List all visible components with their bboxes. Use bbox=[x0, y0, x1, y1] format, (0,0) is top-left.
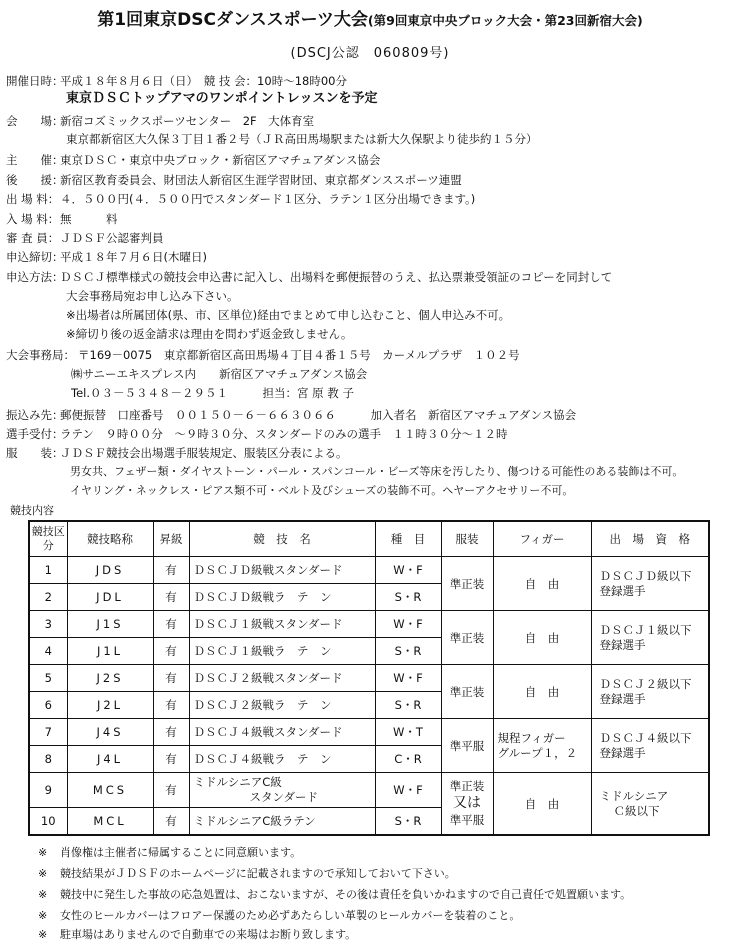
header-qualification: 出 場 資 格 bbox=[591, 521, 709, 557]
apply-note1: ※出場者は所属団体(県、市、区単位)経由でまとめて申し込むこと、個人申込み不可。 bbox=[66, 308, 511, 322]
row-name-line2: スタンダード bbox=[249, 790, 319, 804]
group-qualification bbox=[591, 665, 709, 719]
header-event: 種 目 bbox=[375, 521, 441, 557]
row-promo: 有 bbox=[153, 746, 189, 773]
office-label: 大会事務局： bbox=[6, 348, 75, 362]
row-event: W・T bbox=[375, 719, 441, 746]
row-event: W・F bbox=[375, 611, 441, 638]
organizer-value: 東京ＤＳＣ・東京中央ブロック・新宿区アマチュアダンス協会 bbox=[60, 153, 381, 167]
row-event: S・R bbox=[375, 808, 441, 836]
info-dress bbox=[6, 444, 348, 462]
organizer-label: 主 催： bbox=[6, 153, 64, 167]
section-label: 競技内容 bbox=[10, 504, 54, 517]
row-code: JDS bbox=[67, 557, 153, 584]
row-no: 3 bbox=[29, 611, 67, 638]
row-no: 9 bbox=[29, 773, 67, 808]
group-qualification bbox=[591, 611, 709, 665]
row-no: 4 bbox=[29, 638, 67, 665]
row-promo: 有 bbox=[153, 584, 189, 611]
row-event: C・R bbox=[375, 746, 441, 773]
date-value: 平成１８年８月６日（日） 競 技 会：10時～18時00分 bbox=[60, 74, 347, 88]
info-apply bbox=[6, 268, 612, 286]
judges-value: ＪＤＳＦ公認審判員 bbox=[60, 231, 164, 245]
competition-table bbox=[28, 520, 710, 836]
group-figure: 自 由 bbox=[493, 557, 591, 611]
row-code: J1L bbox=[67, 638, 153, 665]
row-code: J2S bbox=[67, 665, 153, 692]
row-no: 1 bbox=[29, 557, 67, 584]
support-label: 後 援： bbox=[6, 173, 64, 187]
note-mark: ※ bbox=[38, 928, 48, 941]
dress-line2: 男女共、フェザー類・ダイヤストーン・パール・スパンコール・ビーズ等床を汚したり、傷つける可能性のある装飾は不可。 bbox=[70, 465, 684, 478]
row-event: W・F bbox=[375, 557, 441, 584]
row-name: ＤＳＣＪ１級戦ラ テ ン bbox=[189, 638, 375, 665]
qualification-line1: ＤＳＣＪ１級以下 bbox=[599, 622, 692, 637]
document-title bbox=[0, 5, 740, 30]
reception-value: ラテン ９時００分 ～９時３０分、スタンダードのみの選手 １１時３０分～１２時 bbox=[60, 427, 508, 441]
row-name: ＤＳＣＪ２級戦ラ テ ン bbox=[189, 692, 375, 719]
deadline-value: 平成１８年７月６日(木曜日) bbox=[60, 250, 207, 264]
row-code: J4L bbox=[67, 746, 153, 773]
transfer-value: 郵便振替 口座番号 ００１５０－６－６６３０６６ 加入者名 新宿区アマチュアダンス協会 bbox=[60, 408, 577, 422]
note-mark: ※ bbox=[38, 888, 48, 901]
header-name: 競 技 名 bbox=[189, 521, 375, 557]
note-item bbox=[38, 924, 356, 945]
row-code: JDL bbox=[67, 584, 153, 611]
qualification-line2: 登録選手 bbox=[599, 691, 646, 706]
info-organizer bbox=[6, 151, 380, 169]
deadline-label: 申込締切： bbox=[6, 250, 64, 264]
group-dress bbox=[441, 773, 493, 836]
group-figure bbox=[493, 719, 591, 773]
note-item bbox=[38, 905, 520, 926]
row-name: ＤＳＣＪ１級戦スタンダード bbox=[189, 611, 375, 638]
row-promo: 有 bbox=[153, 773, 189, 808]
info-support bbox=[6, 171, 462, 189]
qualification-line2: 登録選手 bbox=[599, 583, 646, 598]
row-name: ＤＳＣＪ４級戦スタンダード bbox=[189, 719, 375, 746]
row-promo: 有 bbox=[153, 808, 189, 836]
title-main: 第1回東京DSCダンススポーツ大会 bbox=[97, 10, 368, 30]
reception-label: 選手受付： bbox=[6, 427, 64, 441]
qualification-line1: ＤＳＣＪ４級以下 bbox=[599, 730, 692, 745]
row-code: J1S bbox=[67, 611, 153, 638]
info-admission bbox=[6, 210, 118, 228]
table-row bbox=[29, 557, 709, 584]
dress-line3: イヤリング・ネックレス・ピアス類不可・ベルト及びシューズの装飾不可。ヘヤーアクセサリー不可。 bbox=[70, 484, 574, 497]
date-label: 開催日時： bbox=[6, 74, 64, 88]
apply-line2: 大会事務局宛お申し込み下さい。 bbox=[66, 289, 239, 303]
apply-label: 申込方法： bbox=[6, 270, 64, 284]
dress-value: ＪＤＳＦ競技会出場選手服装規定、服装区分表による。 bbox=[60, 446, 348, 460]
row-event: W・F bbox=[375, 665, 441, 692]
info-judges bbox=[6, 229, 164, 247]
note-mark: ※ bbox=[38, 867, 48, 880]
group-figure: 自 由 bbox=[493, 773, 591, 836]
dress-line1: 準正装 bbox=[449, 779, 485, 793]
qualification-line2: 登録選手 bbox=[599, 637, 646, 652]
group-figure: 自 由 bbox=[493, 611, 591, 665]
header-dress: 服装 bbox=[441, 521, 493, 557]
info-transfer bbox=[6, 406, 576, 424]
certification-number: (DSCJ公認 060809号) bbox=[290, 46, 450, 61]
group-dress: 準正装 bbox=[441, 665, 493, 719]
judges-label: 審 査 員： bbox=[6, 231, 60, 245]
apply-note2: ※締切り後の返金請求は理由を問わず返金致しません。 bbox=[66, 327, 353, 341]
fee-label: 出 場 料： bbox=[6, 192, 60, 206]
row-name bbox=[189, 773, 375, 808]
row-code: MCL bbox=[67, 808, 153, 836]
row-no: 7 bbox=[29, 719, 67, 746]
figure-line2: グループ１，２ bbox=[497, 745, 578, 760]
row-name: ＤＳＣＪ２級戦スタンダード bbox=[189, 665, 375, 692]
fee-value: ４．５００円(４．５００円でスタンダード１区分、ラテン１区分出場できます。) bbox=[60, 192, 476, 206]
venue-value: 新宿コズミックスポーツセンター 2F 大体育室 bbox=[60, 114, 315, 128]
note-text: 駐車場はありませんので自動車での来場はお断り致します。 bbox=[60, 928, 357, 941]
group-figure: 自 由 bbox=[493, 665, 591, 719]
title-subtitle: (第9回東京中央ブロック大会・第23回新宿大会) bbox=[367, 13, 643, 28]
info-date bbox=[6, 72, 347, 90]
office-line2: ㈱サニーエキスプレス内 新宿区アマチュアダンス協会 bbox=[71, 367, 368, 381]
row-name-line1: ミドルシニアC級 bbox=[193, 775, 282, 789]
row-event: S・R bbox=[375, 692, 441, 719]
row-code: J4S bbox=[67, 719, 153, 746]
office-line3: Tel.０３－５３４８－２９５１ 担当：宮 原 教 子 bbox=[71, 386, 354, 400]
note-item bbox=[38, 863, 456, 884]
venue-address: 東京都新宿区大久保３丁目１番２号（ＪＲ高田馬場駅または新大久保駅より徒歩約１５分） bbox=[66, 132, 538, 146]
row-promo: 有 bbox=[153, 557, 189, 584]
admission-value: 無 料 bbox=[60, 212, 118, 226]
row-promo: 有 bbox=[153, 665, 189, 692]
row-no: 2 bbox=[29, 584, 67, 611]
venue-label: 会 場： bbox=[6, 114, 64, 128]
row-code: MCS bbox=[67, 773, 153, 808]
note-text: 競技結果がＪＤＳＦのホームページに記載されますので承知しておいて下さい。 bbox=[60, 867, 456, 880]
row-no: 10 bbox=[29, 808, 67, 836]
info-fee bbox=[6, 190, 475, 208]
info-office bbox=[6, 346, 520, 364]
header-code: 競技略称 bbox=[67, 521, 153, 557]
support-value: 新宿区教育委員会、財団法人新宿区生涯学習財団、東京都ダンススポーツ連盟 bbox=[60, 173, 462, 187]
group-dress: 準正装 bbox=[441, 557, 493, 611]
qualification-line2: 登録選手 bbox=[599, 745, 646, 760]
row-name: ミドルシニアC級ラテン bbox=[189, 808, 375, 836]
note-item bbox=[38, 884, 631, 905]
office-value: 〒169－0075 東京都新宿区高田馬場４丁目４番１５号 カーメルプラザ １０２号 bbox=[78, 348, 520, 362]
admission-label: 入 場 料： bbox=[6, 212, 60, 226]
table-header-row bbox=[29, 521, 709, 557]
row-name: ＤＳＣＪＤ級戦ラ テ ン bbox=[189, 584, 375, 611]
note-mark: ※ bbox=[38, 846, 48, 859]
row-no: 5 bbox=[29, 665, 67, 692]
group-qualification bbox=[591, 557, 709, 611]
note-text: 女性のヒールカバーはフロアー保護のため必ずあたらしい革製のヒールカバーを装着のこと。 bbox=[60, 909, 521, 922]
table-row bbox=[29, 611, 709, 638]
info-reception bbox=[6, 425, 507, 443]
row-promo: 有 bbox=[153, 719, 189, 746]
dress-line2: 又は bbox=[453, 795, 481, 811]
dress-label: 服 装： bbox=[6, 446, 64, 460]
lesson-notice: 東京ＤＳＣトップアマのワンポイントレッスンを予定 bbox=[66, 91, 378, 106]
table-row bbox=[29, 665, 709, 692]
dress-line3: 準平服 bbox=[449, 813, 485, 827]
note-text: 競技中に発生した事故の応急処置は、おこないますが、その後は責任を負いかねますので自己責任で処置願います。 bbox=[60, 888, 632, 901]
row-no: 8 bbox=[29, 746, 67, 773]
table-row bbox=[29, 773, 709, 808]
note-mark: ※ bbox=[38, 909, 48, 922]
row-no: 6 bbox=[29, 692, 67, 719]
row-promo: 有 bbox=[153, 611, 189, 638]
qualification-line2: Ｃ級以下 bbox=[613, 803, 660, 818]
row-name: ＤＳＣＪＤ級戦スタンダード bbox=[189, 557, 375, 584]
qualification-line1: ＤＳＣＪ２級以下 bbox=[599, 676, 692, 691]
header-promotion: 昇級 bbox=[153, 521, 189, 557]
row-promo: 有 bbox=[153, 638, 189, 665]
row-event: S・R bbox=[375, 638, 441, 665]
header-division: 競技区分 bbox=[29, 521, 67, 557]
note-item bbox=[38, 842, 301, 863]
row-event: S・R bbox=[375, 584, 441, 611]
group-qualification bbox=[591, 719, 709, 773]
group-qualification bbox=[591, 773, 709, 836]
info-venue bbox=[6, 112, 314, 130]
qualification-line1: ミドルシニア bbox=[599, 788, 669, 803]
row-name: ＤＳＣＪ４級戦ラ テ ン bbox=[189, 746, 375, 773]
transfer-label: 振込み先： bbox=[6, 408, 64, 422]
group-dress: 準平服 bbox=[441, 719, 493, 773]
qualification-line1: ＤＳＣＪＤ級以下 bbox=[599, 568, 692, 583]
header-figure: フィガー bbox=[493, 521, 591, 557]
row-promo: 有 bbox=[153, 692, 189, 719]
apply-value: ＤＳＣＪ標準様式の競技会申込書に記入し、出場料を郵便振替のうえ、払込票兼受領証のコピーを同封して bbox=[60, 270, 613, 284]
row-event: W・F bbox=[375, 773, 441, 808]
info-deadline bbox=[6, 248, 207, 266]
table-row bbox=[29, 719, 709, 746]
group-dress: 準正装 bbox=[441, 611, 493, 665]
note-text: 肖像権は主催者に帰属することに同意願います。 bbox=[60, 846, 302, 859]
figure-line1: 規程フィガー bbox=[497, 730, 566, 745]
row-code: J2L bbox=[67, 692, 153, 719]
